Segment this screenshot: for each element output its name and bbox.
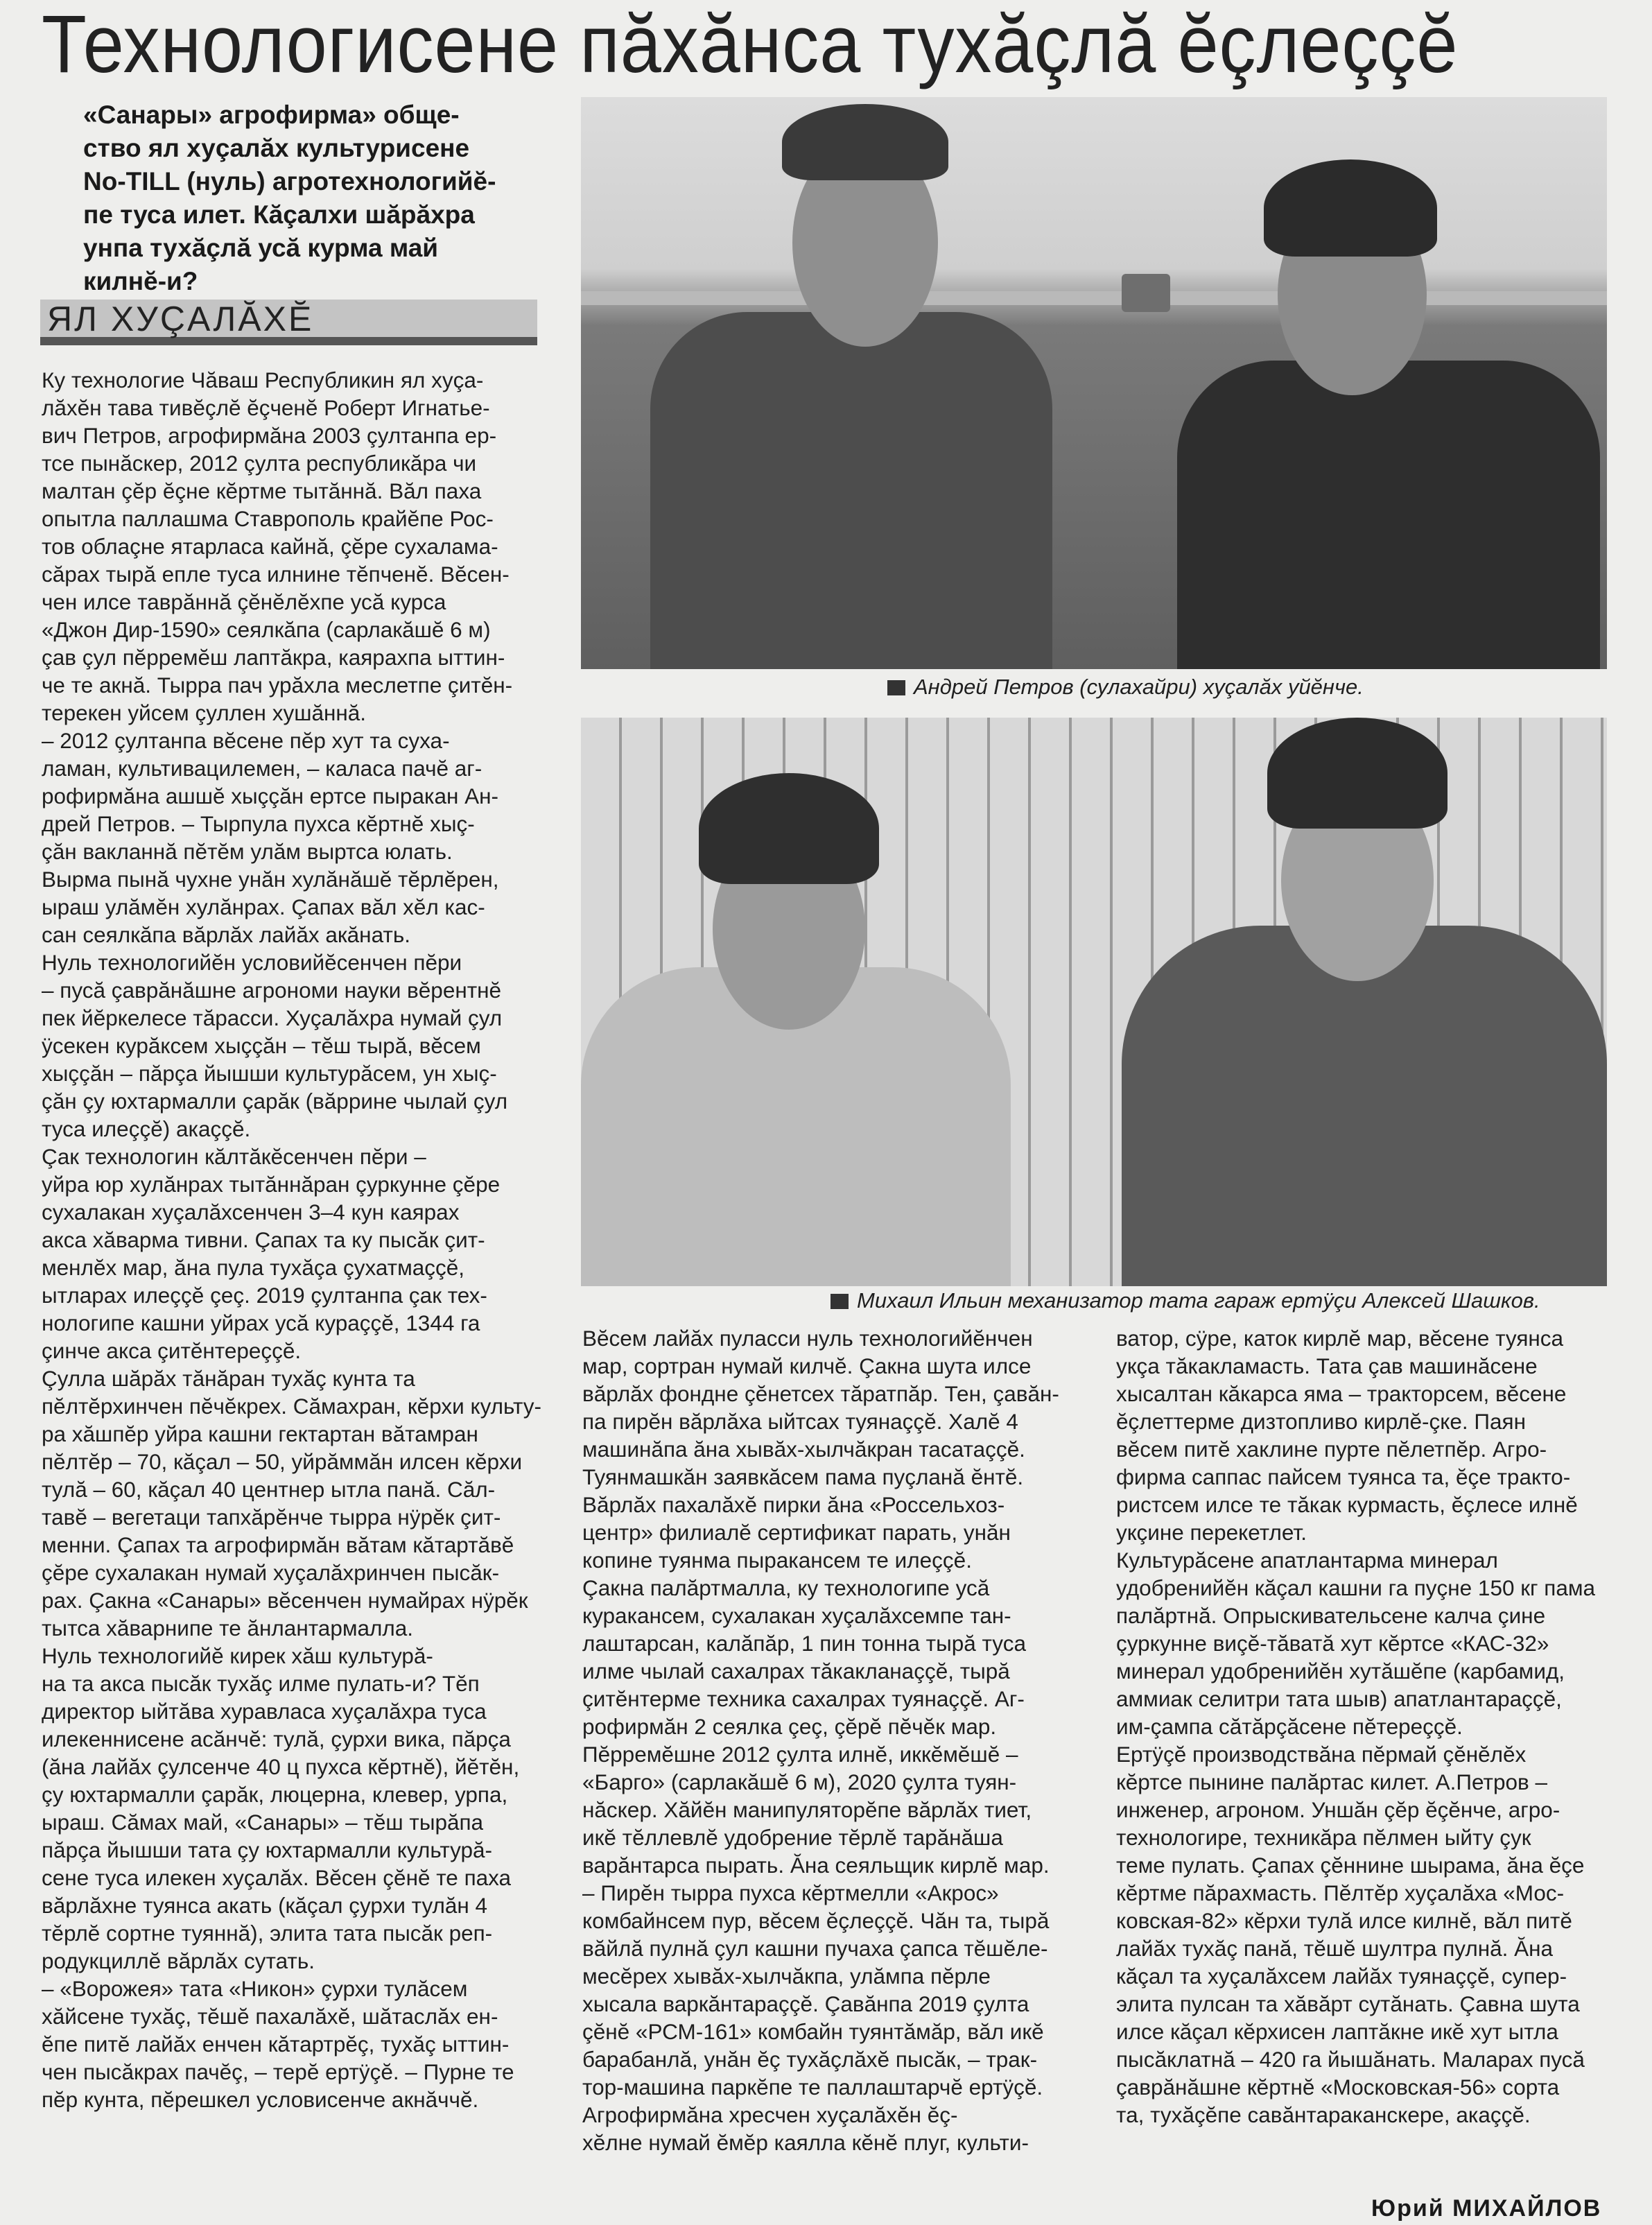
lead-paragraph <box>83 98 568 298</box>
text-line: Нуль технологийĕн условийĕсенчен пĕри <box>42 950 462 975</box>
caption-square-icon <box>831 1294 849 1309</box>
text-line: ра хăшпĕр уйра кашни гектартан вăтамран <box>42 1421 478 1446</box>
text-line: хĕлне нумай ĕмĕр каялла кĕнĕ плуг, культи- <box>582 2130 1029 2155</box>
text-line: ытларах илеççĕ çеç. 2019 çултанпа çак тех- <box>42 1283 487 1308</box>
article-column-1 <box>42 366 544 2113</box>
text-line: мар, сортран нумай килчĕ. Çакна шута илсе <box>582 1353 1032 1378</box>
text-line: малтан çĕр ĕçне кĕртме тытăннă. Вăл паха <box>42 478 482 503</box>
lead-line: «Санары» агрофирма» обще- <box>83 101 460 129</box>
text-line: машинăпа ăна хывăх-хылчăкран тасатаççĕ. <box>582 1437 1025 1462</box>
text-line: чен пысăкрах пачĕç, – терĕ ертÿçĕ. – Пурне те <box>42 2059 514 2084</box>
rubric-label: ЯЛ ХУÇАЛĂХĔ <box>47 300 314 338</box>
text-line: им-çампа сăтăрçăсене пĕтереççĕ. <box>1116 1714 1463 1739</box>
headline: Технологисене пăхăнса тухăçлă ĕçлеççĕ <box>42 0 1459 90</box>
text-line: рофирмăна ашшĕ хыççăн ертсе пыракан Ан- <box>42 783 499 808</box>
text-line: ĕпе питĕ лайăх енчен кăтартрĕç, тухăç ыттин- <box>42 2032 510 2057</box>
text-line: рофирмăн 2 сеялка çеç, çĕрĕ пĕчĕк мар. <box>582 1714 997 1739</box>
text-line: укçине перекетлет. <box>1116 1520 1307 1545</box>
text-line: ÿсекен курăксем хыççăн – тĕш тырă, вĕсем <box>42 1033 481 1058</box>
text-line: тсе пынăскер, 2012 çулта республикăра чи <box>42 451 477 476</box>
text-line: пĕр кунта, пĕрешкел условисенче акнăччĕ. <box>42 2087 479 2112</box>
text-line: лайăх тухăç панă, тĕшĕ шултра пулнă. Ăна <box>1116 1936 1554 1961</box>
text-line: Çак технологин кăлтăкĕсенчен пĕри – <box>42 1144 426 1169</box>
caption-text: Михаил Ильин механизатор тата гараж ертÿçи Алексей Шашков. <box>857 1288 1540 1313</box>
photo-two-men-field <box>581 97 1607 669</box>
text-line: Культурăсене апатлантарма минерал <box>1116 1548 1498 1573</box>
text-line: сăрах тырă епле туса илнине тĕпченĕ. Вĕсен- <box>42 562 510 587</box>
text-line: кĕртме пăрахмасть. Пĕлтĕр хуçалăха «Мос- <box>1116 1880 1565 1905</box>
text-line: çинче акса çитĕнтереççĕ. <box>42 1338 302 1363</box>
text-line: илме чылай сахалрах тăкакланаççĕ, тырă <box>582 1659 1010 1683</box>
text-line: Вĕсем лайăх пуласси нуль технологийĕнчен <box>582 1326 1033 1351</box>
text-line: теме пулать. Çапах çĕннине шырама, ăна ĕçе <box>1116 1853 1585 1878</box>
text-line: инженер, агроном. Уншăн çĕр ĕçĕнче, агро- <box>1116 1797 1560 1822</box>
text-line: сан сеялкăпа вăрлăх лайăх акăнать. <box>42 922 410 947</box>
text-line: Вырма пынă чухне унăн хулăнăшĕ тĕрлĕрен, <box>42 867 499 892</box>
text-line: пек йĕркелесе тăрасси. Хуçалăхра нумай çул <box>42 1005 503 1030</box>
text-line: терекен уйсем çуллен хушăннă. <box>42 700 367 725</box>
text-line: çĕнĕ «РСМ-161» комбайн туянтăмăр, вăл икĕ <box>582 2019 1044 2044</box>
photo-two-men-garage <box>581 718 1607 1286</box>
text-line: на та акса пысăк тухăç илме пулать-и? Тĕп <box>42 1671 480 1696</box>
text-line: вăйлă пулнă çул кашни пучаха çапса тĕшĕле- <box>582 1936 1048 1961</box>
text-line: вăрлăх фондне çĕнетсех тăратпăр. Тен, çавăн- <box>582 1381 1059 1406</box>
text-line: Нуль технологийĕ кирек хăш культурă- <box>42 1643 433 1668</box>
text-line: дрей Петров. – Тырпула пухса кĕртнĕ хыç- <box>42 811 475 836</box>
text-line: чен илсе таврăннă çĕнĕлĕхпе усă курса <box>42 589 446 614</box>
text-line: барабанлă, унăн ĕç тухăçлăхĕ пысăк, – трак- <box>582 2047 1038 2072</box>
text-line: минерал удобренийĕн хутăшĕпе (карбамид, <box>1116 1659 1565 1683</box>
author-signature: Юрий МИХАЙЛОВ <box>1371 2195 1602 2222</box>
lead-line: килнĕ-и? <box>83 267 198 295</box>
text-line: икĕ тĕллевлĕ удобрение тĕрлĕ тарăнăша <box>582 1825 1003 1850</box>
text-line: менлĕх мар, ăна пула тухăçа çухатмаççĕ, <box>42 1255 465 1280</box>
text-line: Вăрлăх пахалăхĕ пирки ăна «Россельхоз- <box>582 1492 1005 1517</box>
text-line: хăйсене тухăç, тĕшĕ пахалăхĕ, шăтаслăх ен- <box>42 2004 498 2029</box>
text-line: Пĕрремĕшне 2012 çулта илнĕ, иккĕмĕшĕ – <box>582 1742 1018 1767</box>
text-line: «Барго» (сарлакăшĕ 6 м), 2020 çулта туян- <box>582 1769 1017 1794</box>
text-line: вич Петров, агрофирмăна 2003 çултанпа ер- <box>42 423 497 448</box>
text-line: технологире, техникăра пĕлмен ыйту çук <box>1116 1825 1531 1850</box>
text-line: та, тухăçĕпе савăнтараканскере, акаççĕ. <box>1116 2102 1531 2127</box>
text-line: тов облаçне ятарласа кайнă, çĕре сухалама- <box>42 534 498 559</box>
text-line: çăн вакланнă пĕтĕм улăм выртса юлать. <box>42 839 453 864</box>
text-line: çăн çу юхтармалли çарăк (вăррине чылай çул <box>42 1089 508 1114</box>
text-line: (ăна лайăх çулсенче 40 ц пухса кĕртнĕ), йĕтĕн, <box>42 1754 520 1779</box>
text-line: родукциллĕ вăрлăх сутать. <box>42 1948 315 1973</box>
text-line: – Пирĕн тырра пухса кĕртмелли «Акрос» <box>582 1880 999 1905</box>
text-line: илсе кăçал кĕрхисен лаптăкне икĕ хут ытла <box>1116 2019 1558 2044</box>
text-line: – пусă çаврăнăшне агрономи науки вĕрентнĕ <box>42 978 502 1003</box>
text-line: Агрофирмăна хресчен хуçалăхĕн ĕç- <box>582 2102 958 2127</box>
text-line: çаврăнăшне кĕртнĕ «Московская-56» сорта <box>1116 2075 1560 2100</box>
text-line: тытса хăварнипе те ăнлантармалла. <box>42 1616 414 1640</box>
lead-line: ство ял хуçалăх культурисене <box>83 134 470 162</box>
text-line: Çулла шăрăх тăнăран тухăç кунта та <box>42 1366 415 1391</box>
text-line: сухалакан хуçалăхсенчен 3–4 кун каярах <box>42 1200 460 1224</box>
text-line: тулă – 60, кăçал 40 центнер ытла панă. Сăл- <box>42 1477 496 1502</box>
text-line: опытла паллашма Ставрополь крайĕпе Рос- <box>42 506 494 531</box>
text-line: менни. Çапах та агрофирмăн вăтам кăтартăвĕ <box>42 1532 514 1557</box>
text-line: ĕçлеттерме дизтопливо кирлĕ-çке. Паян <box>1116 1409 1527 1434</box>
text-line: ватор, сÿре, каток кирлĕ мар, вĕсене туянса <box>1116 1326 1564 1351</box>
article-column-2 <box>582 1324 1081 2156</box>
text-line: палăртнă. Опрыскивательсене калча çине <box>1116 1603 1546 1628</box>
photo-caption-2 <box>831 1288 1540 1314</box>
text-line: тĕрлĕ сортне туяннă), элита тата пысăк реп- <box>42 1921 493 1946</box>
text-line: че те акнă. Тырра пач урăхла меслетпе çитĕн- <box>42 673 513 698</box>
text-line: хысала варкăнтараççĕ. Çавăнпа 2019 çулта <box>582 1991 1029 2016</box>
text-line: акса хăварма тивни. Çапах та ку пысăк çит- <box>42 1227 485 1252</box>
photo-caption-1 <box>887 674 1364 700</box>
text-line: пăрçа йышши тата çу юхтармалли культурă- <box>42 1837 493 1862</box>
lead-line: унпа тухăçлă усă курма май <box>83 234 439 262</box>
text-line: тавĕ – вегетаци тапхăрĕнче тырра нÿрĕк çит- <box>42 1505 501 1530</box>
text-line: – 2012 çултанпа вĕсене пĕр хут та суха- <box>42 728 450 753</box>
text-line: çу юхтармалли çарăк, люцерна, клевер, урпа, <box>42 1782 508 1807</box>
text-line: пысăклатнă – 420 га йышăнать. Маларах пусă <box>1116 2047 1585 2072</box>
text-line: фирма саппас пайсем туянса та, ĕçе тракто- <box>1116 1464 1571 1489</box>
text-line: хысалтан кăкарса яма – тракторсем, вĕсене <box>1116 1381 1567 1406</box>
text-line: нологипе кашни уйрах усă кураççĕ, 1344 га <box>42 1310 480 1335</box>
text-line: кĕртсе пынине палăртас килет. А.Петров – <box>1116 1769 1547 1794</box>
text-line: укça тăкакламасть. Тата çав машинăсене <box>1116 1353 1538 1378</box>
text-line: куракансем, сухалакан хуçалăхсемпе тан- <box>582 1603 1011 1628</box>
text-line: Ку технологие Чăваш Республикин ял хуçа- <box>42 367 484 392</box>
text-line: çуркунне виçĕ-тăватă хут кĕртсе «КАС-32» <box>1116 1631 1549 1656</box>
caption-text: Андрей Петров (сулахайри) хуçалăх уйĕнче. <box>914 675 1364 699</box>
text-line: удобренийĕн кăçал кашни га пуçне 150 кг пама <box>1116 1575 1596 1600</box>
text-line: лаштарсан, калăпăр, 1 пин тонна тырă туса <box>582 1631 1026 1656</box>
text-line: «Джон Дир-1590» сеялкăпа (сарлакăшĕ 6 м) <box>42 617 491 642</box>
text-line: нăскер. Хăйĕн манипуляторĕпе вăрлăх тиет, <box>582 1797 1032 1822</box>
text-line: илекеннисене асăнчĕ: тулă, çурхи вика, пăрçа <box>42 1726 511 1751</box>
text-line: сене туса илекен хуçалăх. Вĕсен çĕнĕ те паха <box>42 1865 512 1890</box>
text-line: варăнтарса пырать. Ăна сеяльщик кирлĕ мар. <box>582 1853 1050 1878</box>
article-column-3 <box>1116 1324 1615 2129</box>
text-line: пĕлтĕрхинчен пĕчĕкрех. Сăмахран, кĕрхи культу- <box>42 1394 542 1419</box>
text-line: вăрлăхне туянса акать (кăçал çурхи тулăн 4 <box>42 1893 488 1918</box>
text-line: ыраш улăмĕн хулăнрах. Çапах вăл хĕл кас- <box>42 894 485 919</box>
text-line: тор-машина паркĕпе те паллаштарчĕ ертÿçĕ. <box>582 2075 1043 2100</box>
text-line: рах. Çакна «Санары» вĕсенчен нумайрах нÿрĕк <box>42 1588 528 1613</box>
text-line: месĕрех хывăх-хылчăкпа, улăмпа пĕрле <box>582 1964 991 1989</box>
text-line: директор ыйтăва хуравласа хуçалăхра туса <box>42 1699 487 1724</box>
text-line: çитĕнтерме техника сахалрах туянаççĕ. Аг- <box>582 1686 1025 1711</box>
lead-line: пе туса илет. Кăçалхи шăрăхра <box>83 200 475 229</box>
text-line: Çакна палăртмалла, ку технологипе усă <box>582 1575 990 1600</box>
text-line: лăхĕн тава тивĕçлĕ ĕçченĕ Роберт Игнатье- <box>42 395 490 420</box>
lead-line: No-TILL (нуль) агротехнологийĕ- <box>83 167 496 196</box>
text-line: аммиак селитри тата шыв) апатлантараççĕ, <box>1116 1686 1562 1711</box>
text-line: центр» филиалĕ сертификат парать, унăн <box>582 1520 1011 1545</box>
section-rubric <box>40 300 537 345</box>
text-line: пĕлтĕр – 70, кăçал – 50, уйрăммăн илсен кĕрхи <box>42 1449 523 1474</box>
text-line: вĕсем питĕ хаклине пурте пĕлетпĕр. Агро- <box>1116 1437 1547 1462</box>
text-line: уйра юр хулăнрах тытăннăран çуркунне çĕре <box>42 1172 501 1197</box>
caption-square-icon <box>887 680 905 695</box>
text-line: ламан, культивацилемен, – каласа пачĕ аг- <box>42 756 482 781</box>
text-line: туса илеççĕ) акаççĕ. <box>42 1116 251 1141</box>
text-line: копине туянма пыракансем те илеççĕ. <box>582 1548 972 1573</box>
text-line: çав çул пĕрремĕш лаптăкра, каярахпа ыттин- <box>42 645 505 670</box>
text-line: хыççăн – пăрçа йышши культурăсем, ун хыç- <box>42 1061 497 1086</box>
text-line: комбайнсем пур, вĕсем ĕçлеççĕ. Чăн та, тырă <box>582 1908 1050 1933</box>
text-line: ковская-82» кĕрхи тулă илсе килнĕ, вăл питĕ <box>1116 1908 1572 1933</box>
text-line: элита пулсан та хăвăрт сутăнать. Çавна шута <box>1116 1991 1580 2016</box>
text-line: ристсем илсе те тăкак курмасть, ĕçлесе илнĕ <box>1116 1492 1578 1517</box>
text-line: çĕре сухалакан нумай хуçалăхринчен пысăк- <box>42 1560 500 1585</box>
text-line: па пирĕн вăрлăха ыйтсах туянаççĕ. Халĕ 4 <box>582 1409 1018 1434</box>
text-line: Ертÿçĕ производствăна пĕрмай çĕнĕлĕх <box>1116 1742 1527 1767</box>
text-line: кăçал та хуçалăхсем лайăх туянаççĕ, супер- <box>1116 1964 1567 1989</box>
text-line: – «Ворожея» тата «Никон» çурхи тулăсем <box>42 1976 468 2001</box>
text-line: Туянмашкăн заявкăсем пама пуçланă ĕнтĕ. <box>582 1464 1024 1489</box>
text-line: ыраш. Сăмах май, «Санары» – тĕш тырăпа <box>42 1810 484 1835</box>
